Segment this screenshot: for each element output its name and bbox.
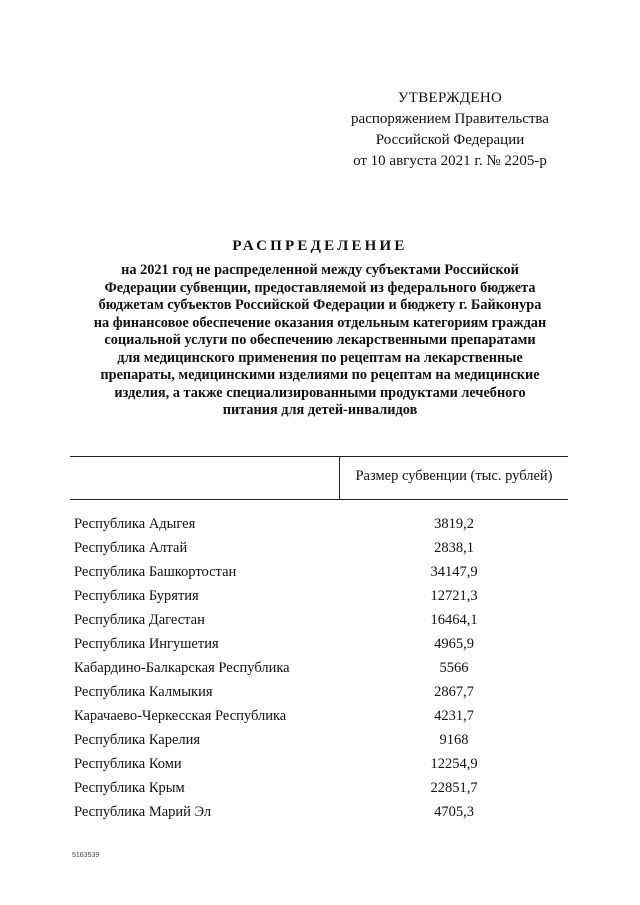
table-row [70, 560, 568, 584]
table-row [70, 632, 568, 656]
subtitle-line: изделия, а также специализированными продуктами лечебного [114, 384, 526, 401]
subvention-amount: 4965,9 [434, 635, 474, 652]
table-row [70, 656, 568, 680]
amount-column-header: Размер субвенции (тыс. рублей) [355, 468, 553, 484]
subtitle-line: препараты, медицинскими изделиями по рецептам на медицинские [100, 367, 540, 383]
approval-title: УТВЕРЖДЕНО [397, 90, 503, 106]
subvention-amount: 4231,7 [434, 707, 474, 724]
subvention-amount: 34147,9 [430, 563, 478, 580]
subtitle-line: на финансовое обеспечение оказания отдельным категориям граждан [93, 314, 547, 331]
subvention-table [70, 456, 568, 824]
table-row [70, 752, 568, 776]
region-name: Республика Дагестан [74, 611, 205, 628]
approval-line-2: Российской Федерации [375, 132, 525, 148]
subvention-amount: 9168 [439, 731, 469, 748]
table-row [70, 800, 568, 824]
subtitle-line: социальной услуги по обеспечению лекарственными препаратами [104, 332, 536, 348]
region-name: Республика Башкортостан [74, 563, 237, 580]
table-row [70, 608, 568, 632]
table-header [70, 456, 568, 500]
document-subtitle [60, 262, 580, 420]
subtitle-line: для медицинского применения по рецептам на лекарственные [117, 349, 523, 366]
subvention-amount: 4705,3 [434, 803, 474, 820]
document-code: 5163539 [72, 852, 100, 859]
region-name: Республика Ингушетия [74, 635, 219, 652]
subvention-amount: 2867,7 [434, 683, 474, 700]
region-name: Республика Крым [74, 779, 185, 796]
region-name: Республика Адыгея [74, 515, 196, 532]
subvention-amount: 2838,1 [434, 539, 474, 556]
table-row [70, 536, 568, 560]
subvention-amount: 12254,9 [430, 755, 478, 772]
region-name: Республика Калмыкия [74, 683, 213, 700]
approval-line-1: распоряжением Правительства [351, 111, 549, 127]
table-row [70, 584, 568, 608]
region-name: Республика Карелия [74, 731, 201, 748]
table-row [70, 512, 568, 536]
region-name: Республика Бурятия [74, 587, 199, 604]
table-row [70, 704, 568, 728]
approval-line-3: от 10 августа 2021 г. № 2205-р [353, 153, 547, 169]
approval-stamp [330, 88, 570, 172]
subvention-amount: 5566 [439, 659, 469, 676]
region-name: Республика Марий Эл [74, 803, 212, 820]
subvention-amount: 22851,7 [430, 779, 478, 796]
region-name: Республика Алтай [74, 539, 188, 556]
subtitle-line: бюджетам субъектов Российской Федерации и бюджету г. Байконура [98, 297, 542, 313]
subtitle-line: питания для детей-инвалидов [222, 402, 418, 418]
document-title: РАСПРЕДЕЛЕНИЕ [232, 238, 408, 254]
subtitle-line: Федерации субвенции, предоставляемой из федерального бюджета [104, 279, 536, 296]
table-row [70, 728, 568, 752]
region-name: Республика Коми [74, 755, 182, 772]
table-row [70, 680, 568, 704]
subvention-amount: 3819,2 [434, 515, 474, 532]
subvention-amount: 12721,3 [430, 587, 478, 604]
subvention-amount: 16464,1 [430, 611, 478, 628]
table-body [70, 512, 568, 824]
region-name: Кабардино-Балкарская Республика [74, 659, 290, 676]
subtitle-line: на 2021 год не распределенной между субъектами Российской [121, 262, 519, 278]
region-name: Карачаево-Черкесская Республика [74, 707, 287, 724]
table-row [70, 776, 568, 800]
